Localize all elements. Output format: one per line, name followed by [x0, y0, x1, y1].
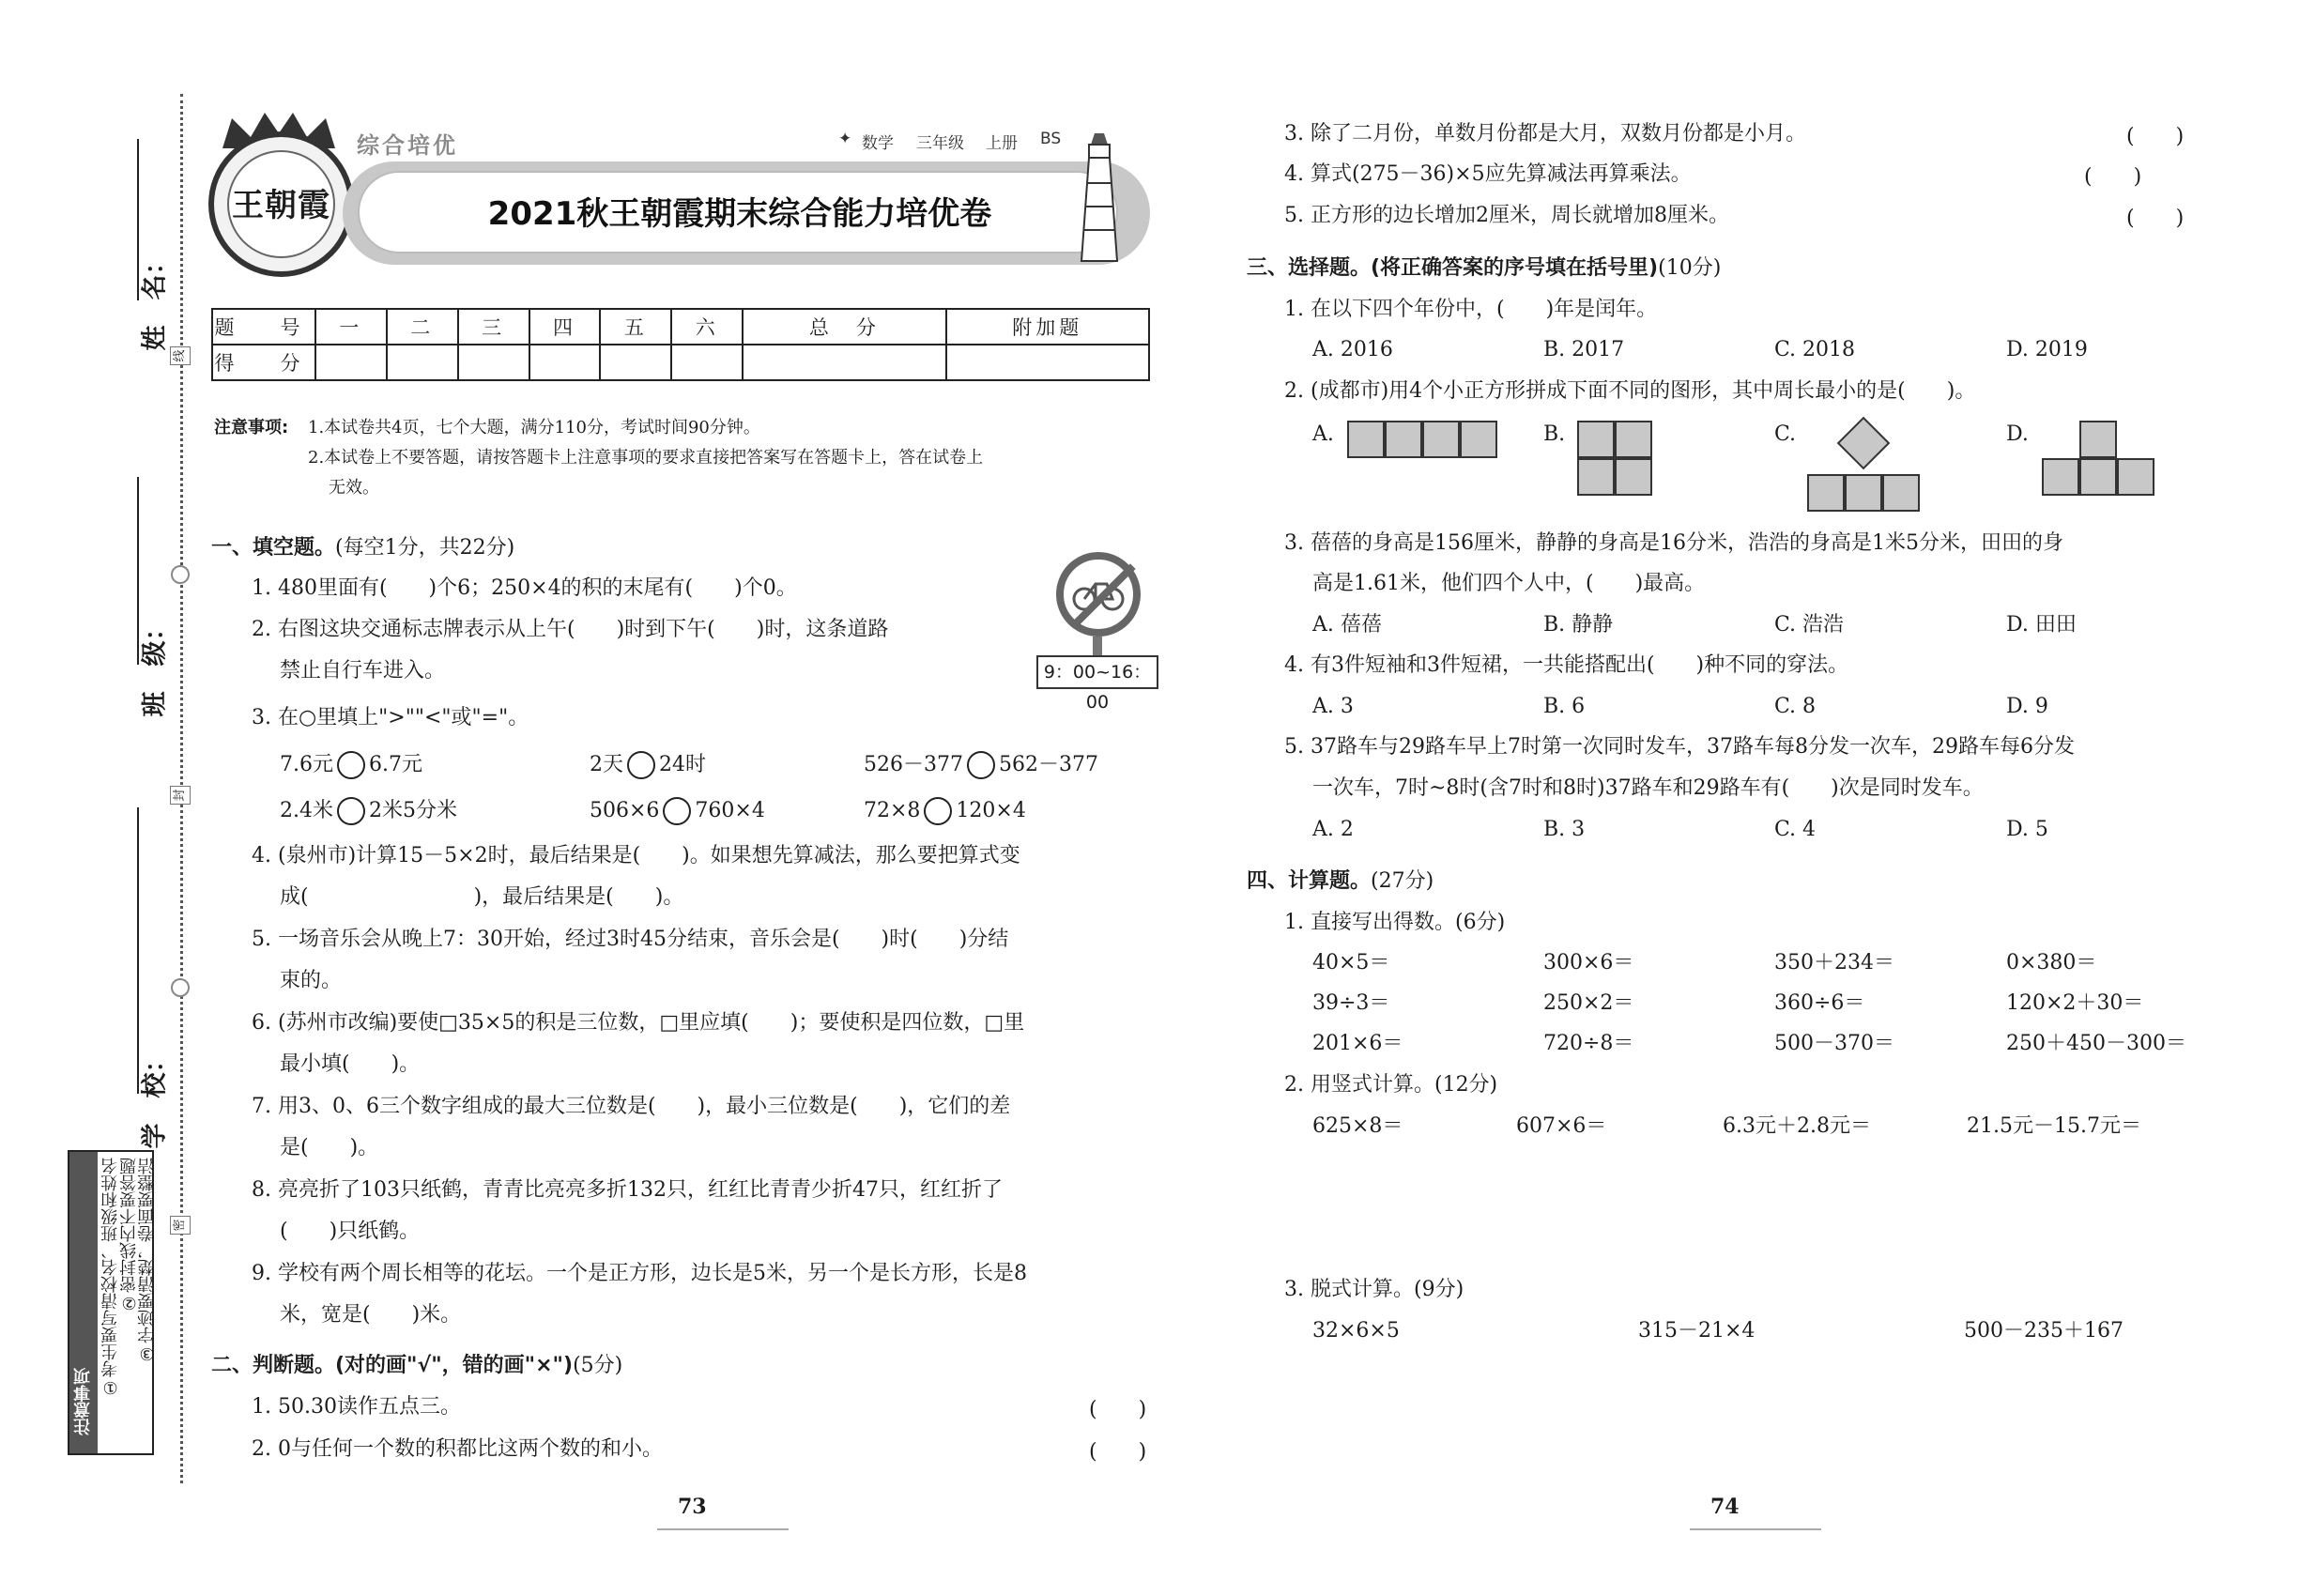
class-line — [137, 477, 139, 665]
vertical-calc-item: 6.3元＋2.8元＝ — [1723, 1114, 1871, 1138]
figure-a-square — [1422, 421, 1460, 458]
calc-item: 120×2＋30＝ — [2006, 991, 2144, 1015]
s2-q1: 1. 50.30读作五点三。 — [252, 1395, 461, 1419]
compare-circle[interactable] — [337, 751, 365, 779]
score-cell[interactable] — [387, 345, 458, 380]
compare-right: 120×4 — [956, 799, 1026, 822]
notice-line-1: ①考生要写清校名、班级和姓名 — [100, 1158, 120, 1397]
s1-q5-line2: 束的。 — [280, 969, 343, 992]
s3-q1: 1. 在以下四个年份中，( )年是闰年。 — [1284, 298, 1658, 321]
figure-d-square — [2079, 421, 2117, 458]
s1-q6-line2: 最小填( )。 — [280, 1052, 421, 1076]
s3-q3-line2: 高是1.61米，他们四个人中，( )最高。 — [1312, 572, 1706, 595]
figure-c-square — [1807, 474, 1845, 512]
s1-q2-line2: 禁止自行车进入。 — [280, 659, 446, 683]
s1-q7-line1: 7. 用3、0、6三个数字组成的最大三位数是( )，最小三位数是( )，它们的差 — [252, 1095, 1011, 1118]
score-col-2: 二 — [387, 309, 458, 345]
s3-q5-opt-d[interactable]: D. 5 — [2006, 818, 2048, 841]
figure-b-square — [1615, 458, 1652, 496]
calc-item: 39÷3＝ — [1312, 991, 1390, 1015]
class-label: 班 级： — [140, 615, 170, 717]
compare-circle[interactable] — [627, 751, 655, 779]
calc-item: 250＋450－300＝ — [2006, 1032, 2186, 1055]
compare-right: 562－377 — [998, 753, 1098, 776]
section1-title-text: 一、填空题。 — [211, 536, 336, 560]
s3-q4-opt-a[interactable]: A. 3 — [1312, 695, 1354, 718]
score-cell[interactable] — [671, 345, 743, 380]
section4-note: (27分) — [1371, 869, 1434, 893]
calc-item: 360÷6＝ — [1774, 991, 1865, 1015]
page-deco-right — [1690, 1528, 1821, 1530]
s1-q1: 1. 480里面有( )个6；250×4的积的末尾有( )个0。 — [252, 576, 797, 600]
notes-label: 注意事项: — [214, 418, 289, 437]
calc-item: 250×2＝ — [1543, 991, 1634, 1015]
s2-q1-answer[interactable]: ( ) — [1089, 1398, 1147, 1421]
vertical-calc-item: 607×6＝ — [1516, 1114, 1607, 1138]
compare-left: 7.6元 — [280, 753, 333, 776]
s2-q3-answer[interactable]: ( ) — [2126, 125, 2185, 148]
compare-left: 2天 — [590, 753, 623, 776]
name-label: 姓 名： — [140, 249, 170, 351]
s3-q3-opt-d[interactable]: D. 田田 — [2006, 613, 2077, 637]
section2-note: (5分) — [573, 1354, 623, 1377]
star-icon: ✦ — [838, 130, 852, 148]
vertical-calc-item: 21.5元－15.7元＝ — [1967, 1114, 2141, 1138]
figure-c-square — [1837, 417, 1891, 470]
s4-p3: 3. 脱式计算。(9分) — [1284, 1278, 1464, 1301]
calc-item: 500－370＝ — [1774, 1032, 1894, 1055]
compare-left: 506×6 — [590, 799, 660, 822]
figure-b-square — [1615, 421, 1652, 458]
s3-q5-opt-b[interactable]: B. 3 — [1543, 818, 1586, 841]
figure-d-square — [2079, 458, 2117, 496]
s1-q9-line2: 米，宽是( )米。 — [280, 1303, 462, 1327]
s1-q4-line1: 4. (泉州市)计算15－5×2时，最后结果是( )。如果想先算减法，那么要把算式变 — [252, 844, 1020, 867]
s3-q2-opt-c[interactable]: C. — [1774, 422, 1797, 446]
score-table-score-row — [212, 345, 1149, 380]
figure-b-square — [1577, 421, 1615, 458]
s2-q5-answer[interactable]: ( ) — [2126, 207, 2185, 230]
notes-line-1: 1.本试卷共4页，七个大题，满分110分，考试时间90分钟。 — [308, 418, 760, 437]
volume-label: 上册 — [986, 134, 1018, 153]
calc-item: 300×6＝ — [1543, 951, 1634, 974]
section3-title — [1247, 254, 1721, 283]
notes-line-2: 2.本试卷上不要答题，请按答题卡上注意事项的要求直接把答案写在答题卡上，答在试卷上 — [308, 448, 984, 468]
compare-item-5 — [590, 797, 765, 825]
s2-q4: 4. 算式(275－36)×5应先算减法再算乘法。 — [1284, 162, 1692, 186]
figure-d-square — [2042, 458, 2079, 496]
score-row-label: 得 分 — [212, 345, 315, 380]
compare-item-4 — [280, 797, 457, 825]
figure-d-square — [2117, 458, 2154, 496]
compare-item-3 — [864, 751, 1098, 779]
brand-logo — [208, 131, 354, 277]
score-col-4: 四 — [529, 309, 601, 345]
score-col-total: 总 分 — [743, 309, 945, 345]
s3-q3-opt-b[interactable]: B. 静静 — [1543, 613, 1614, 637]
score-cell[interactable] — [529, 345, 601, 380]
s3-q5-line2: 一次车，7时~8时(含7时和8时)37路车和29路车有( )次是同时发车。 — [1312, 776, 1984, 800]
s3-q4: 4. 有3件短袖和3件短裙，一共能搭配出( )种不同的穿法。 — [1284, 653, 1849, 677]
figure-a-square — [1460, 421, 1497, 458]
seal-mark-seal: 封 — [170, 786, 191, 805]
s2-q3: 3. 除了二月份，单数月份都是大月，双数月份都是小月。 — [1284, 122, 1806, 146]
sign-post — [1093, 637, 1102, 657]
title-band — [343, 161, 1150, 265]
compare-left: 2.4米 — [280, 799, 333, 822]
brand-logo-text: 王朝霞 — [232, 187, 330, 224]
page-title: 2021秋王朝霞期末综合能力培优卷 — [487, 195, 992, 233]
s1-q4-line2: 成( )，最后结果是( )。 — [280, 885, 684, 909]
compare-right: 6.7元 — [369, 753, 422, 776]
notice-title: 注意事项 — [73, 1368, 93, 1435]
compare-circle[interactable] — [663, 797, 691, 825]
s3-q1-opt-d[interactable]: D. 2019 — [2006, 338, 2088, 361]
s2-q2: 2. 0与任何一个数的积都比这两个数的和小。 — [252, 1437, 663, 1461]
score-col-5: 五 — [600, 309, 671, 345]
page-deco-left — [657, 1528, 789, 1530]
compare-item-6 — [864, 797, 1026, 825]
section2-title — [211, 1352, 622, 1380]
s3-q3-opt-c[interactable]: C. 浩浩 — [1774, 613, 1845, 637]
s4-p1: 1. 直接写出得数。(6分) — [1284, 911, 1506, 934]
section4-title — [1247, 867, 1434, 896]
seal-mark-line: 线 — [170, 346, 191, 365]
notice-head — [69, 1152, 98, 1453]
s1-q8-line2: ( )只纸鹤。 — [280, 1220, 421, 1243]
calc-item: 0×380＝ — [2006, 951, 2097, 974]
s3-q2: 2. (成都市)用4个小正方形拼成下面不同的图形，其中周长最小的是( )。 — [1284, 379, 1976, 403]
score-col-bonus: 附加题 — [946, 309, 1149, 345]
s3-q4-opt-b[interactable]: B. 6 — [1543, 695, 1586, 718]
score-cell[interactable] — [315, 345, 387, 380]
compare-left: 72×8 — [864, 799, 921, 822]
no-bicycle-sign — [1056, 552, 1141, 637]
section1-note: (每空1分，共22分) — [335, 536, 515, 560]
figure-a-square — [1347, 421, 1385, 458]
s4-p2: 2. 用竖式计算。(12分) — [1284, 1073, 1498, 1097]
s3-q1-opt-a[interactable]: A. 2016 — [1312, 338, 1393, 361]
s2-q4-answer[interactable]: ( ) — [2084, 165, 2142, 189]
notes-line-2b: 无效。 — [329, 478, 379, 498]
compare-right: 24时 — [659, 753, 706, 776]
s3-q4-opt-d[interactable]: D. 9 — [2006, 695, 2048, 718]
stepwise-calc-item: 500－235＋167 — [1964, 1319, 2124, 1343]
figure-c-square — [1882, 474, 1920, 512]
s3-q3-opt-a[interactable]: A. 蓓蓓 — [1312, 613, 1382, 637]
section3-note: (10分) — [1658, 256, 1722, 280]
lighthouse-icon — [1076, 131, 1123, 263]
sign-time-board: 9：00~16：00 — [1036, 655, 1158, 689]
compare-circle[interactable] — [924, 797, 952, 825]
s3-q5-opt-c[interactable]: C. 4 — [1774, 818, 1817, 841]
score-cell[interactable] — [946, 345, 1149, 380]
compare-item-2 — [590, 751, 706, 779]
s1-q8-line1: 8. 亮亮折了103只纸鹤，青青比亮亮多折132只，红红比青青少折47只，红红折了 — [252, 1178, 1003, 1202]
subject-label: 数学 — [862, 134, 894, 153]
compare-circle[interactable] — [967, 751, 995, 779]
school-label: 学 校： — [140, 1047, 170, 1149]
compare-right: 2米5分米 — [369, 799, 457, 822]
s3-q2-opt-b[interactable]: B. — [1543, 422, 1566, 446]
s1-q5-line1: 5. 一场音乐会从晚上7：30开始，经过3时45分结束，音乐会是( )时( )分结 — [252, 928, 1009, 951]
calc-item: 40×5＝ — [1312, 951, 1390, 974]
compare-item-1 — [280, 751, 422, 779]
figure-c-square — [1845, 474, 1882, 512]
school-line — [137, 807, 139, 1094]
binding-hole-top — [171, 565, 190, 584]
s3-q5-line1: 5. 37路车与29路车早上7时第一次同时发车，37路车每8分发一次车，29路车每6分发 — [1284, 735, 2075, 759]
s3-q1-opt-b[interactable]: B. 2017 — [1543, 338, 1625, 361]
s2-q2-answer[interactable]: ( ) — [1089, 1440, 1147, 1464]
score-col-label: 题 号 — [212, 309, 315, 345]
name-line — [137, 139, 139, 300]
s3-q2-opt-a[interactable]: A. — [1312, 422, 1334, 446]
calc-item: 720÷8＝ — [1543, 1032, 1634, 1055]
s1-q7-line2: 是( )。 — [280, 1136, 379, 1159]
s1-q6-line1: 6. (苏州市改编)要使□35×5的积是三位数，□里应填( )；要使积是四位数，□里 — [252, 1011, 1025, 1035]
s3-q2-opt-d[interactable]: D. — [2006, 422, 2029, 446]
compare-left: 526－377 — [864, 753, 963, 776]
edition-label: BS — [1040, 130, 1062, 148]
page-number-right: 74 — [1710, 1495, 1740, 1519]
section2-title-text: 二、判断题。(对的画"√"，错的画"×") — [211, 1354, 574, 1377]
figure-a-square — [1385, 421, 1422, 458]
score-cell[interactable] — [458, 345, 529, 380]
score-col-1: 一 — [315, 309, 387, 345]
score-cell[interactable] — [600, 345, 671, 380]
s3-q5-opt-a[interactable]: A. 2 — [1312, 818, 1354, 841]
notice-line-3: ③字迹要清楚，卷面要整洁 — [137, 1158, 157, 1363]
margin-notice-box — [68, 1150, 157, 1455]
s1-q3: 3. 在○里填上">""<"或"="。 — [252, 706, 529, 729]
vertical-calc-item: 625×8＝ — [1312, 1114, 1403, 1138]
calc-item: 350＋234＝ — [1774, 951, 1894, 974]
section1-title — [211, 534, 514, 562]
series-tab: 综合培优 — [357, 132, 458, 159]
page-number-left: 73 — [678, 1495, 707, 1519]
binding-hole-bottom — [171, 978, 190, 997]
score-col-3: 三 — [458, 309, 529, 345]
s1-q9-line1: 9. 学校有两个周长相等的花坛。一个是正方形，边长是5米，另一个是长方形，长是8 — [252, 1262, 1027, 1285]
stepwise-calc-item: 32×6×5 — [1312, 1319, 1400, 1343]
stepwise-calc-item: 315－21×4 — [1638, 1319, 1756, 1343]
score-col-6: 六 — [671, 309, 743, 345]
score-cell[interactable] — [743, 345, 945, 380]
section3-title-text: 三、选择题。(将正确答案的序号填在括号里) — [1247, 256, 1659, 280]
score-table — [211, 308, 1150, 381]
section4-title-text: 四、计算题。 — [1247, 869, 1372, 893]
s3-q4-opt-c[interactable]: C. 8 — [1774, 695, 1817, 718]
seal-mark-secret: 密 — [170, 1216, 191, 1235]
s3-q1-opt-c[interactable]: C. 2018 — [1774, 338, 1856, 361]
compare-circle[interactable] — [337, 797, 365, 825]
s1-q2-line1: 2. 右图这块交通标志牌表示从上午( )时到下午( )时，这条道路 — [252, 618, 889, 641]
s3-q3-line1: 3. 蓓蓓的身高是156厘米，静静的身高是16分米，浩浩的身高是1米5分米，田田的身 — [1284, 531, 2063, 555]
s2-q5: 5. 正方形的边长增加2厘米，周长就增加8厘米。 — [1284, 204, 1729, 227]
score-table-header-row — [212, 309, 1149, 345]
compare-right: 760×4 — [695, 799, 765, 822]
calc-item: 201×6＝ — [1312, 1032, 1403, 1055]
notice-line-2: ②密封线内不要答题 — [119, 1158, 139, 1312]
figure-b-square — [1577, 458, 1615, 496]
grade-label: 三年级 — [916, 134, 964, 153]
